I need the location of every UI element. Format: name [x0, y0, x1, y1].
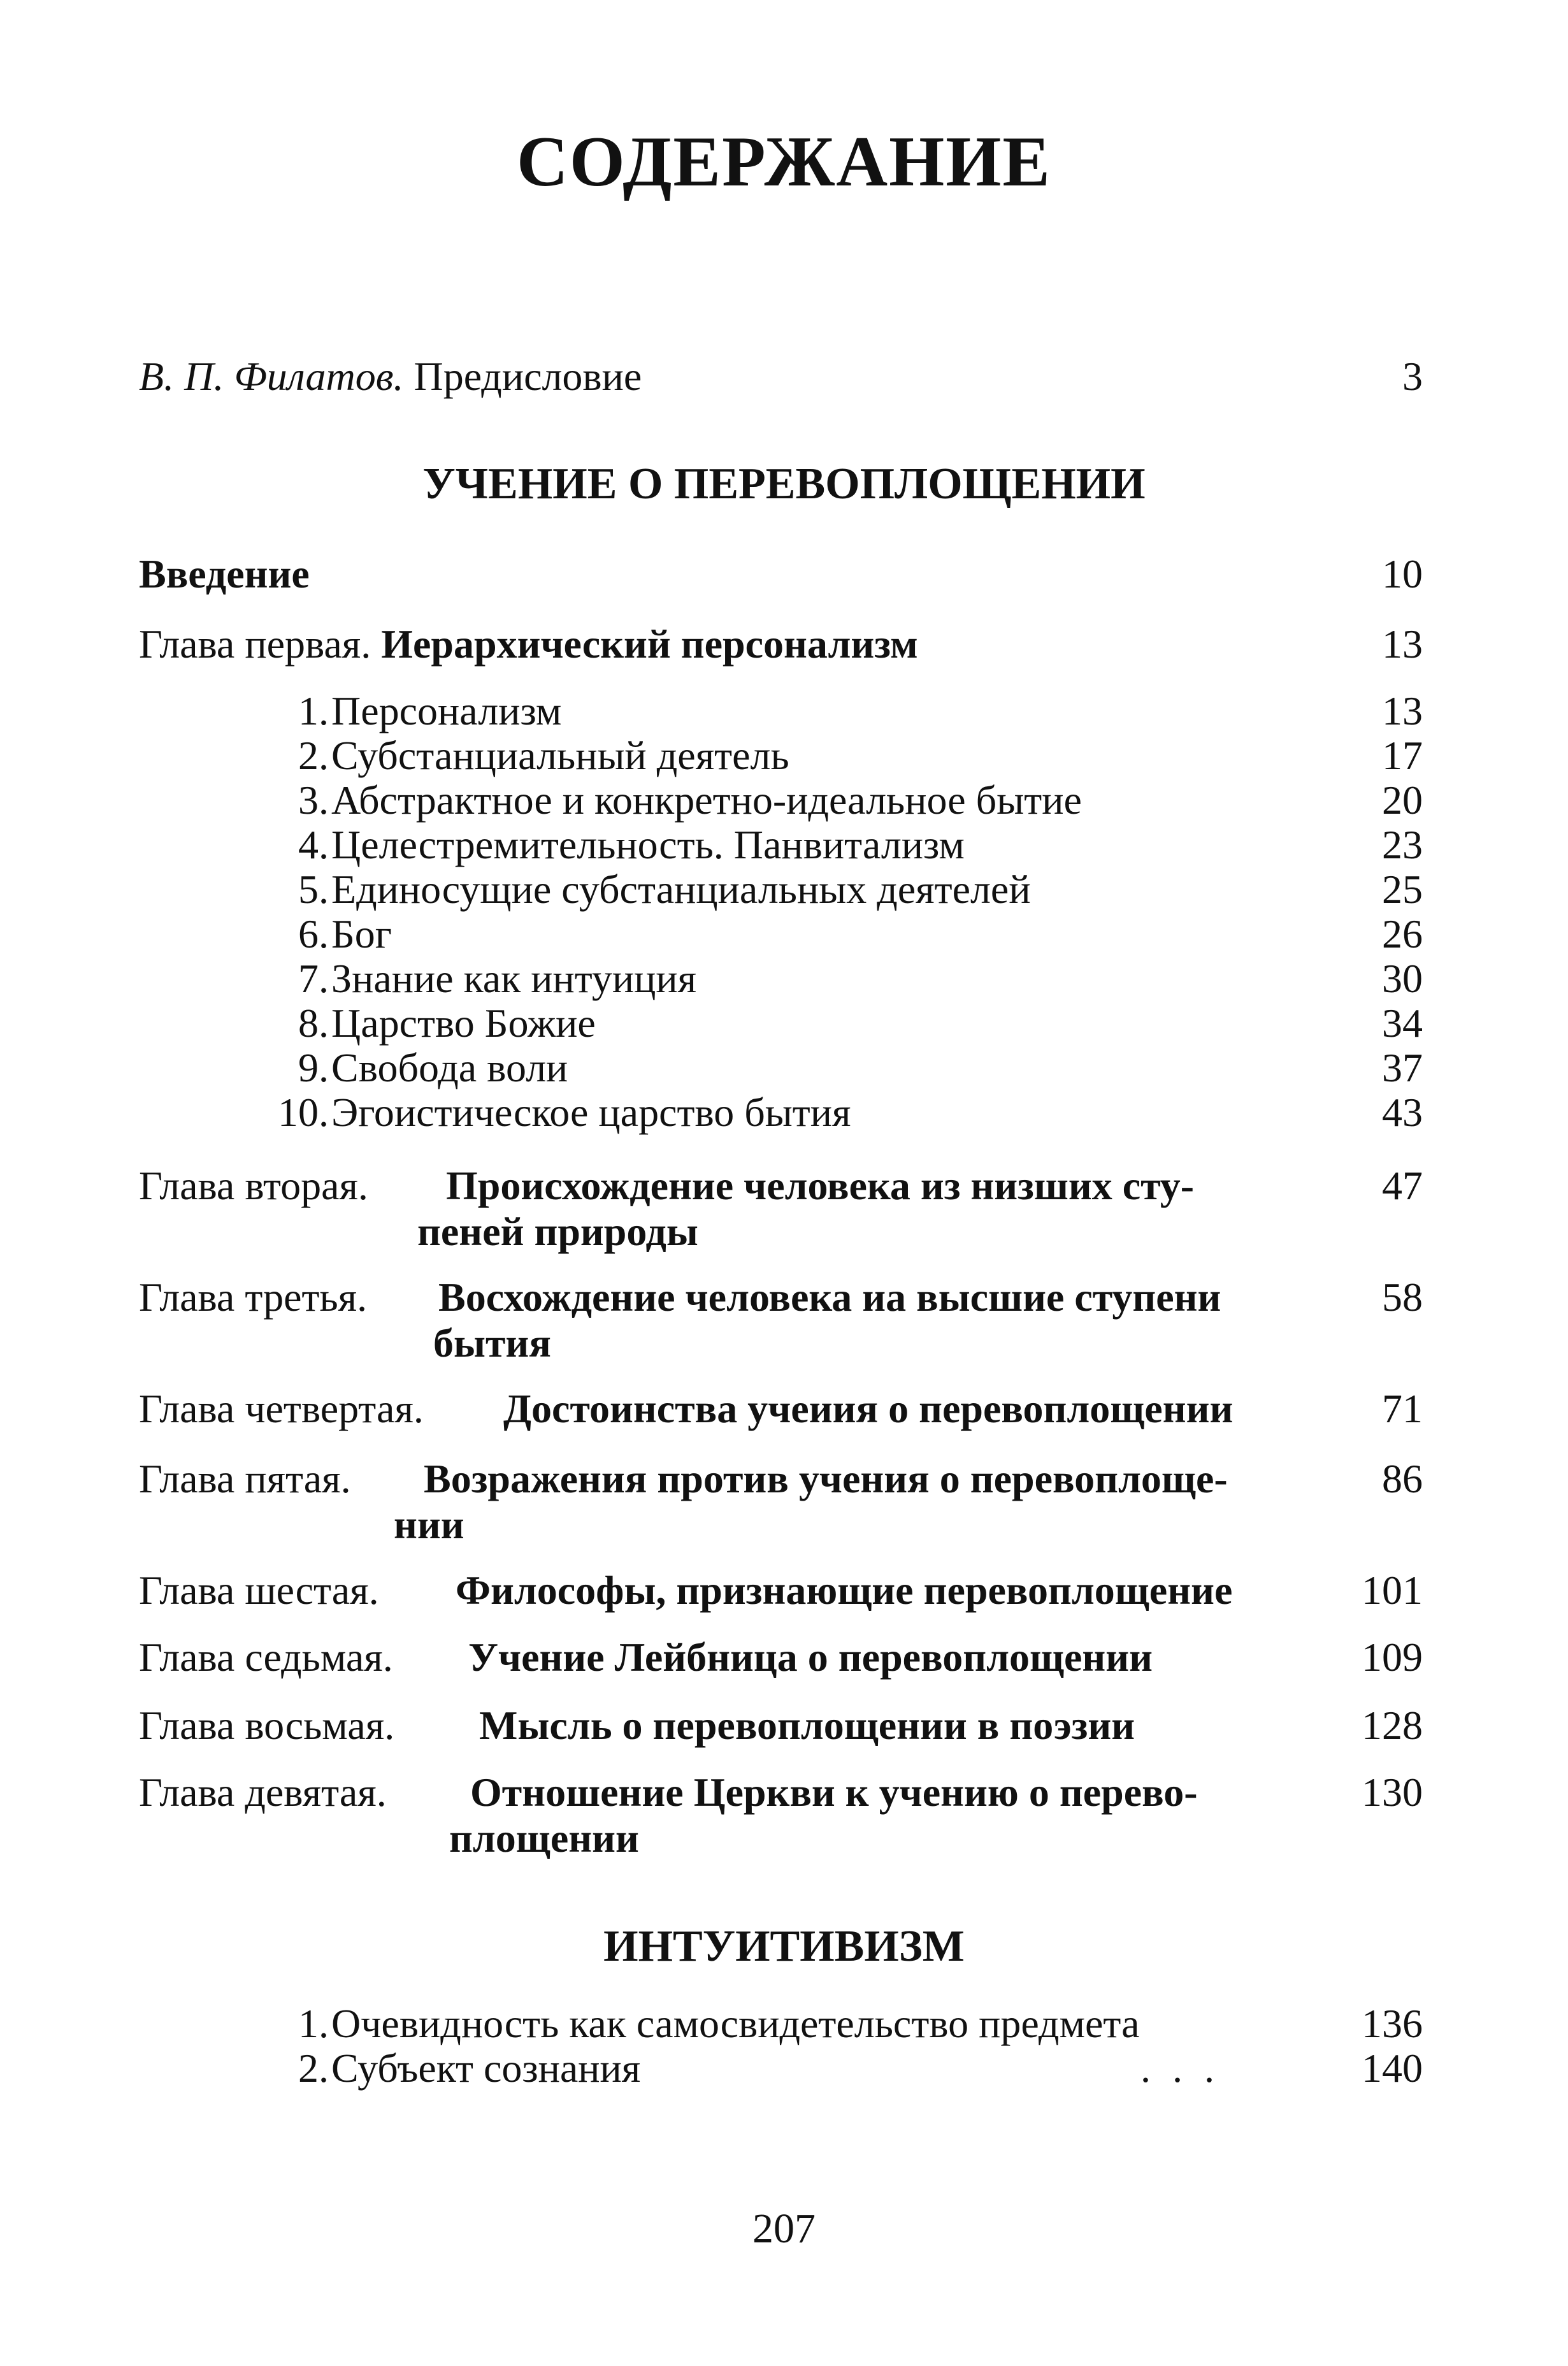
item-label: Субъект сознания: [331, 2045, 641, 2091]
chapter-prefix: Глава вторая.: [139, 1163, 368, 1208]
chapter-title: Учение Лейбница о перевоплощении: [468, 1634, 1153, 1680]
item-number: 8.: [298, 1000, 329, 1046]
chapter-title: Восхождение человека иа высшие ступени: [438, 1274, 1221, 1320]
section-title: ИНТУИТИВИЗМ: [603, 1922, 965, 1971]
chapter-title: Иерархический персонализм: [381, 621, 918, 667]
page-number: 10: [1382, 551, 1423, 596]
section-title: УЧЕНИЕ О ПЕРЕВОПЛОЩЕНИИ: [422, 459, 1146, 509]
chapter-title-continued: площении: [449, 1815, 639, 1861]
item-number: 7.: [298, 956, 329, 1001]
page-number: 43: [1382, 1090, 1423, 1135]
item-label: Царство Божие: [331, 1000, 596, 1046]
page-number: 136: [1362, 2001, 1423, 2046]
item-label: Знание как интуиция: [331, 956, 697, 1001]
preface-author: В. П. Филатов.: [139, 354, 404, 399]
chapter-title: Достоинства учеиия о перевоплощении: [503, 1386, 1234, 1431]
item-label: Единосущие субстанциальных деятелей: [331, 867, 1031, 912]
chapter-prefix: Глава четвертая.: [139, 1386, 424, 1431]
page-number: 13: [1382, 621, 1423, 667]
page-number: 47: [1382, 1163, 1423, 1208]
item-label: Свобода воли: [331, 1045, 568, 1090]
item-label: Абстрактное и конкретно-идеальное бытие: [331, 777, 1082, 823]
item-number: 1.: [298, 688, 329, 733]
chapter-prefix: Глава восьмая.: [139, 1703, 395, 1748]
item-number: 9.: [298, 1045, 329, 1090]
chapter-title: Возражения против учения о перевоплоще-: [424, 1456, 1228, 1501]
chapter-title: Отношение Церкви к учению о перево-: [470, 1770, 1198, 1815]
chapter-title-continued: нии: [394, 1502, 464, 1547]
chapter-title: Происхождение человека из низших сту-: [446, 1163, 1195, 1208]
page-number: 128: [1362, 1703, 1423, 1748]
item-label: Субстанциальный деятель: [331, 733, 789, 778]
chapter-title: Мысль о перевоплощении в поэзии: [479, 1703, 1135, 1748]
item-number: 1.: [298, 2001, 329, 2046]
item-label: Очевидность как самосвидетельство предмета: [331, 2001, 1140, 2046]
chapter-prefix: Глава шестая.: [139, 1568, 379, 1613]
item-label: Бог: [331, 911, 392, 956]
chapter-prefix: Глава первая.: [139, 621, 371, 667]
item-number: 6.: [298, 911, 329, 956]
item-number: 2.: [298, 2045, 329, 2091]
page-number: 101: [1362, 1568, 1423, 1613]
item-number: 2.: [298, 733, 329, 778]
item-label: Персонализм: [331, 688, 562, 733]
chapter-title-continued: пеней природы: [417, 1209, 698, 1254]
chapter-prefix: Глава третья.: [139, 1274, 368, 1320]
chapter-title-continued: бытия: [433, 1320, 551, 1366]
page-title: СОДЕРЖАНИЕ: [516, 122, 1052, 201]
page-number: 26: [1382, 911, 1423, 956]
page-number: 23: [1382, 822, 1423, 867]
leader-dots: ...: [1140, 2045, 1236, 2091]
page-number: 109: [1362, 1634, 1423, 1680]
page-number: 58: [1382, 1274, 1423, 1320]
item-label: Эгоистическое царство бытия: [331, 1090, 851, 1135]
item-label: Целестремительность. Панвитализм: [331, 822, 965, 867]
folio-page-number: 207: [752, 2205, 816, 2252]
page-number: 140: [1362, 2045, 1423, 2091]
page-number: 71: [1382, 1386, 1423, 1431]
preface-label: Предисловие: [414, 354, 642, 399]
page-number: 25: [1382, 867, 1423, 912]
chapter-prefix: Глава пятая.: [139, 1456, 351, 1501]
page-number: 20: [1382, 777, 1423, 823]
page-number: 30: [1382, 956, 1423, 1001]
page-number: 34: [1382, 1000, 1423, 1046]
page-number: 17: [1382, 733, 1423, 778]
item-number: 4.: [298, 822, 329, 867]
item-number: 5.: [298, 867, 329, 912]
page-number: 130: [1362, 1770, 1423, 1815]
chapter-prefix: Глава седьмая.: [139, 1634, 393, 1680]
page-number: 86: [1382, 1456, 1423, 1501]
item-number: 10.: [278, 1090, 329, 1135]
page-number: 37: [1382, 1045, 1423, 1090]
intro-label: Введение: [139, 551, 310, 596]
page-number: 13: [1382, 688, 1423, 733]
item-number: 3.: [298, 777, 329, 823]
chapter-prefix: Глава девятая.: [139, 1770, 387, 1815]
chapter-title: Философы, признающие перевоплощение: [456, 1568, 1233, 1613]
page-number: 3: [1402, 354, 1423, 399]
